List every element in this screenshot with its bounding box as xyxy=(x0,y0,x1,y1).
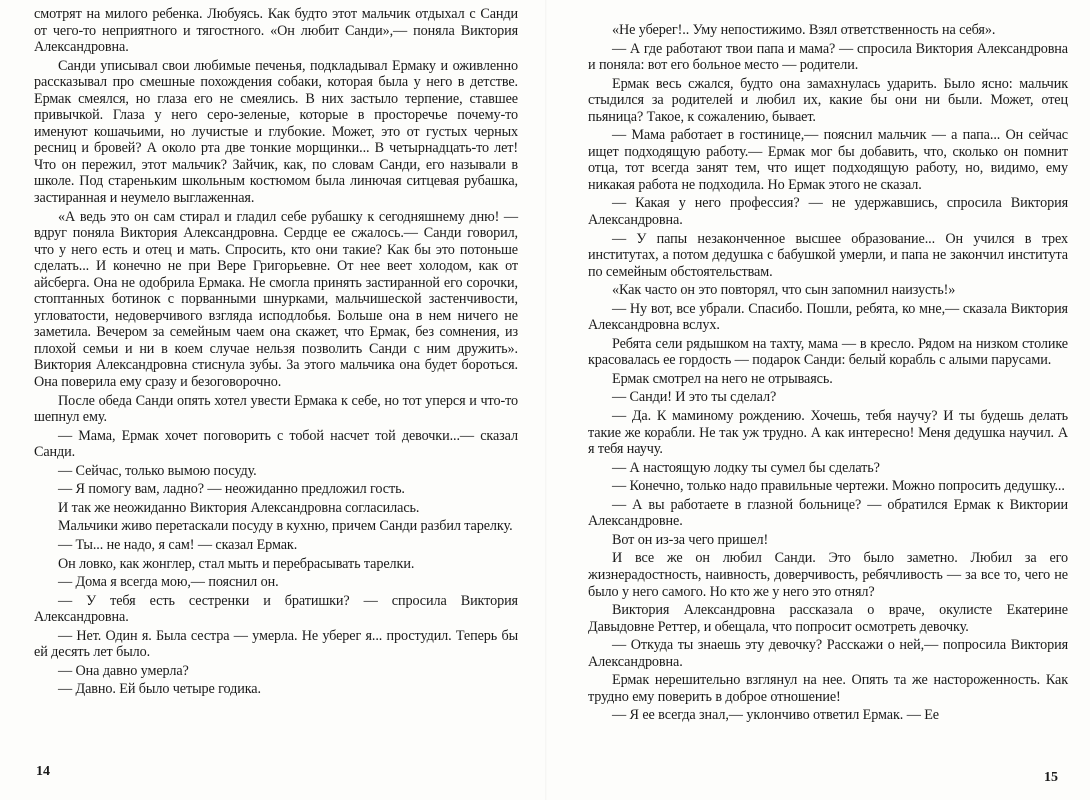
paragraph: После обеда Санди опять хотел увести Ермака к себе, но тот уперся и что-то шепнул ему. xyxy=(34,392,518,426)
paragraph: — Санди! И это ты сделал? xyxy=(612,389,777,406)
paragraph: — Какая у него профессия? — не удержавшись, спросила Виктория Александровна. xyxy=(588,195,1068,229)
page-gutter xyxy=(545,0,547,800)
paragraph: И все же он любил Санди. Это было заметно. Любил за его жизнерадостность, наивность, доверчивость, ребячливость — за все то, чего не было у него самого. Но кто же у него это отнял? xyxy=(588,550,1068,600)
paragraph: — Я ее всегда знал,— уклончиво ответил Ермак. — Ее xyxy=(612,707,939,724)
right-page xyxy=(588,22,1068,726)
paragraph: — Дома я всегда мою,— пояснил он. xyxy=(58,574,279,591)
paragraph: — А настоящую лодку ты сумел бы сделать? xyxy=(612,459,880,476)
paragraph: — Конечно, только надо правильные чертежи. Можно попросить дедушку... xyxy=(612,478,1065,495)
paragraph: Ермак весь сжался, будто она замахнулась ударить. Было ясно: мальчик стыдился за родителей и любил их, какие бы они ни были. Может, отец пьяница? Такое, к сожалению, бывает. xyxy=(588,75,1068,125)
paragraph: «Как часто он это повторял, что сын запомнил наизусть!» xyxy=(612,282,956,299)
paragraph: смотрят на милого ребенка. Любуясь. Как будто этот мальчик отдыхал с Санди от чего-то неприятного и тягостного. «Он любит Санди»,— поняла Виктория Александровна. xyxy=(34,6,518,56)
paragraph: — У тебя есть сестренки и братишки? — спросила Виктория Александровна. xyxy=(34,592,518,626)
paragraph: Виктория Александровна рассказала о враче, окулисте Екатерине Давыдовне Реттер, и обещала, что попросит осмотреть девочку. xyxy=(588,602,1068,635)
paragraph: — Мама, Ермак хочет поговорить с тобой насчет той девочки...— сказал Санди. xyxy=(34,427,518,461)
paragraph: — Она давно умерла? xyxy=(58,662,189,679)
page-number-left: 14 xyxy=(36,764,50,779)
paragraph: — Давно. Ей было четыре годика. xyxy=(58,681,261,698)
paragraph: Ребята сели рядышком на тахту, мама — в кресло. Рядом на низком столике красовалась ее гордость — подарок Санди: белый корабль с алыми парусами. xyxy=(588,335,1068,369)
paragraph: «А ведь это он сам стирал и гладил себе рубашку к сегодняшнему дню! — вдруг поняла Виктория Александровна. Сердце ее сжалось.— Санди говорил, что у него есть и отец и мать. Спросить, кто они такие? Как бы это потоньше сделать... И конечно не при Вере Григорьевне. От нее веет холодом, как от айсберга. Она не одобрила Ермака. Не смогла принять застиранной его сорочки, стоптанных ботинок с порванными шнурками, мальчишеской застенчивости, угловатости, недоверчивого взгляда исподлобья. Больше она в нем ничего не заметила. Вечером за семейным чаем она скажет, что Ермак, без сомнения, из плохой семьи и ни в коем случае нельзя позволить Санди с ним дружить». Виктория Александровна стиснула зубы. За этого мальчика она будет бороться. Она поверила ему сразу и безоговорочно. xyxy=(34,208,518,391)
paragraph: — Ты... не надо, я сам! — сказал Ермак. xyxy=(58,536,298,553)
paragraph: Ермак нерешительно взглянул на нее. Опять та же настороженность. Как трудно ему поверить в доброе отношение! xyxy=(588,672,1068,705)
paragraph: — Откуда ты знаешь эту девочку? Расскажи о ней,— попросила Виктория Александровна. xyxy=(588,637,1068,670)
paragraph: Вот он из-за чего пришел! xyxy=(612,531,769,548)
paragraph: Ермак смотрел на него не отрываясь. xyxy=(612,370,833,387)
paragraph: — А вы работаете в глазной больнице? — обратился Ермак к Виктории Александровне. xyxy=(588,496,1068,530)
page-number-right: 15 xyxy=(1044,770,1058,785)
paragraph: — А где работают твои папа и мама? — спросила Виктория Александровна и поняла: вот его больное место — родители. xyxy=(588,40,1068,74)
paragraph: — Ну вот, все убрали. Спасибо. Пошли, ребята, ко мне,— сказала Виктория Александровна вслух. xyxy=(588,300,1068,334)
paragraph: — У папы незаконченное высшее образование... Он учился в трех институтах, а потом дедушка с бабушкой умерли, и папа не закончил института по семейным обстоятельствам. xyxy=(588,230,1068,280)
paragraph: «Не уберег!.. Уму непостижимо. Взял ответственность на себя». xyxy=(612,22,996,38)
paragraph: — Нет. Один я. Была сестра — умерла. Не уберег я... простудил. Теперь бы ей десять лет было. xyxy=(34,627,518,661)
paragraph: — Мама работает в гостинице,— пояснил мальчик — а папа... Он сейчас ищет подходящую работу.— Ермак мог бы добавить, что, сколько он помнит отца, тот всегда занят тем, что ищет подходящую работу, но, видимо, ему никакая работа не подходила. Но Ермак этого не сказал. xyxy=(588,127,1068,193)
left-page xyxy=(34,6,518,700)
paragraph: Он ловко, как жонглер, стал мыть и перебрасывать тарелки. xyxy=(58,555,415,572)
paragraph: Санди упиcывал свои любимые печенья, подкладывал Ермаку и оживленно рассказывал про смешные похождения собаки, которая была у него в детстве. Ермак смеялся, но глаза его не смеялись. В них застыло терпение, ставшее привычкой. Глаза у него серо-зеленые, которые в просторечье почему-то именуют кошачьими, но лучистые и глубокие. Может, это от густых черных ресниц и бровей? А около рта две тонкие морщинки... В четырнадцать-то лет! Что он пережил, этот мальчик? Зайчик, как, по словам Санди, его называли в школе. Под стареньким школьным костюмом была линючая ситцевая рубашка, застиранная и неумело выглаженная. xyxy=(34,57,518,207)
paragraph: И так же неожиданно Виктория Александровна согласилась. xyxy=(58,499,420,516)
paragraph: Мальчики живо перетаскали посуду в кухню, причем Санди разбил тарелку. xyxy=(58,518,513,535)
paragraph: — Сейчас, только вымою посуду. xyxy=(58,462,257,479)
paragraph: — Я помогу вам, ладно? — неожиданно предложил гость. xyxy=(58,481,405,498)
paragraph: — Да. К маминому рождению. Хочешь, тебя научу? И ты будешь делать такие же корабли. Не так уж трудно. А как интересно! Меня дедушка научил. А я тебя научу. xyxy=(588,408,1068,458)
